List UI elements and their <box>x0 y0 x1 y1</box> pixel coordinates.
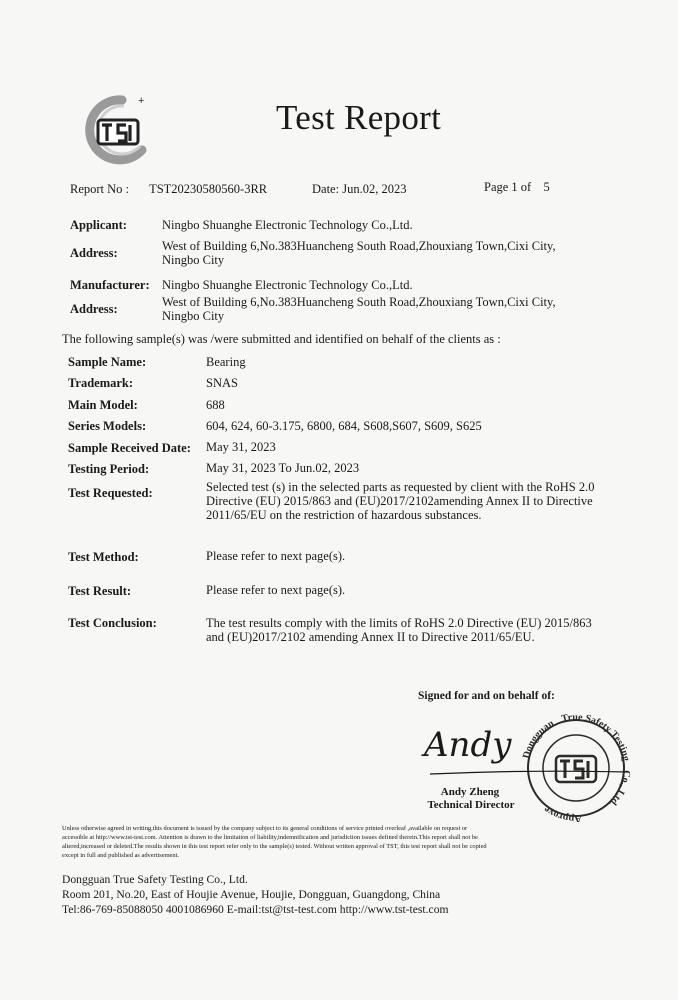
footer-address: Room 201, No.20, East of Houjie Avenue, Houjie, Dongguan, Guangdong, China <box>62 888 441 901</box>
test-result-value: Please refer to next page(s). <box>206 583 346 597</box>
disclaimer-line3: altered,increased or deleted.The results shown in this test report refer only to the sample(s) tested. Without written approval of TST, this test report shall not be copied <box>62 843 487 850</box>
main-model-value: 688 <box>206 398 225 412</box>
testing-period-label: Testing Period: <box>68 462 150 476</box>
intro-text: The following sample(s) was /were submitted and identified on behalf of the clients as : <box>62 332 501 346</box>
footer-contact: Tel:86-769-85088050 4001086960 E-mail:tst@tst-test.com http://www.tst-test.com <box>62 903 449 916</box>
test-result-label: Test Result: <box>68 584 132 598</box>
report-date-label: Date: <box>312 182 340 196</box>
disclaimer-line1: Unless otherwise agreed in writing,this document is issued by the company subject to its general conditions of service printed overleaf ,available on request or <box>62 825 468 832</box>
testing-period-value: May 31, 2023 To Jun.02, 2023 <box>206 461 360 475</box>
manufacturer-label: Manufacturer: <box>70 278 150 292</box>
test-conclusion-line2: and (EU)2017/2102 amending Annex II to Directive 2011/65/EU. <box>206 630 535 644</box>
test-requested-line1: Selected test (s) in the selected parts as requested by client with the RoHS 2.0 <box>206 480 595 494</box>
manufacturer-address-line2: Ningbo City <box>162 309 225 323</box>
test-method-label: Test Method: <box>68 550 139 564</box>
stamp-bottom-text: Approve <box>542 803 582 822</box>
trademark-value: SNAS <box>206 376 238 390</box>
stamp-right-text: o., Ltd. <box>606 776 630 810</box>
manufacturer-address-line1: West of Building 6,No.383Huancheng South Road,Zhouxiang Town,Cixi City, <box>162 295 556 309</box>
page-indicator <box>484 180 550 195</box>
test-requested-line3: 2011/65/EU on the restriction of hazardous substances. <box>206 508 482 522</box>
applicant-label: Applicant: <box>70 218 127 232</box>
test-requested-label: Test Requested: <box>68 486 153 500</box>
page-label: Page 1 of <box>484 180 532 194</box>
disclaimer-line4: except in full and published as advertisement. <box>62 852 179 859</box>
received-date-value: May 31, 2023 <box>206 440 276 454</box>
sample-name-label: Sample Name: <box>68 355 147 369</box>
manufacturer-value: Ningbo Shuanghe Electronic Technology Co.,Ltd. <box>162 278 413 292</box>
test-conclusion-line1: The test results comply with the limits of RoHS 2.0 Directive (EU) 2015/863 <box>206 616 592 630</box>
received-date-label: Sample Received Date: <box>68 441 191 455</box>
applicant-value: Ningbo Shuanghe Electronic Technology Co.,Ltd. <box>162 218 413 232</box>
page-total: 5 <box>543 180 550 194</box>
disclaimer-line2: accessible at http://www.tst-test.com. Attention is drawn to the limitation of liability,indemnification and jurisdiction issues defined therein.This report shall not be <box>62 834 478 841</box>
series-models-label: Series Models: <box>68 419 147 433</box>
svg-text:+: + <box>138 95 145 107</box>
page-title: Test Report <box>276 98 442 137</box>
series-models-value: 604, 624, 60-3.175, 6800, 684, S608,S607, S609, S625 <box>206 419 482 433</box>
report-number-label: Report No : <box>70 182 130 196</box>
applicant-address-line1: West of Building 6,No.383Huancheng South Road,Zhouxiang Town,Cixi City, <box>162 239 556 253</box>
trademark-label: Trademark: <box>68 376 134 390</box>
applicant-address-line2: Ningbo City <box>162 253 225 267</box>
report-date-row <box>312 182 406 197</box>
footer-company: Dongguan True Safety Testing Co., Ltd. <box>62 873 248 886</box>
tst-logo <box>82 88 152 168</box>
sample-name-value: Bearing <box>206 355 246 369</box>
report-date: Jun.02, 2023 <box>342 182 407 196</box>
main-model-label: Main Model: <box>68 398 138 412</box>
test-conclusion-label: Test Conclusion: <box>68 616 157 630</box>
stamp-left-text: Dongguan <box>520 718 556 760</box>
handwritten-signature: Andy <box>424 725 512 765</box>
applicant-address-label: Address: <box>70 246 118 260</box>
report-number-row <box>70 182 267 197</box>
signed-on-behalf-label: Signed for and on behalf of: <box>418 690 555 702</box>
manufacturer-address-label: Address: <box>70 302 118 316</box>
test-requested-line2: Directive (EU) 2015/863 and (EU)2017/2102amending Annex II to Directive <box>206 494 593 508</box>
signer-name: Andy Zheng <box>440 786 500 798</box>
stamp-top-text: True Safety Testin <box>560 712 630 758</box>
signer-title: Technical Director <box>427 799 515 811</box>
report-number: TST20230580560-3RR <box>149 182 268 196</box>
test-method-value: Please refer to next page(s). <box>206 549 346 563</box>
